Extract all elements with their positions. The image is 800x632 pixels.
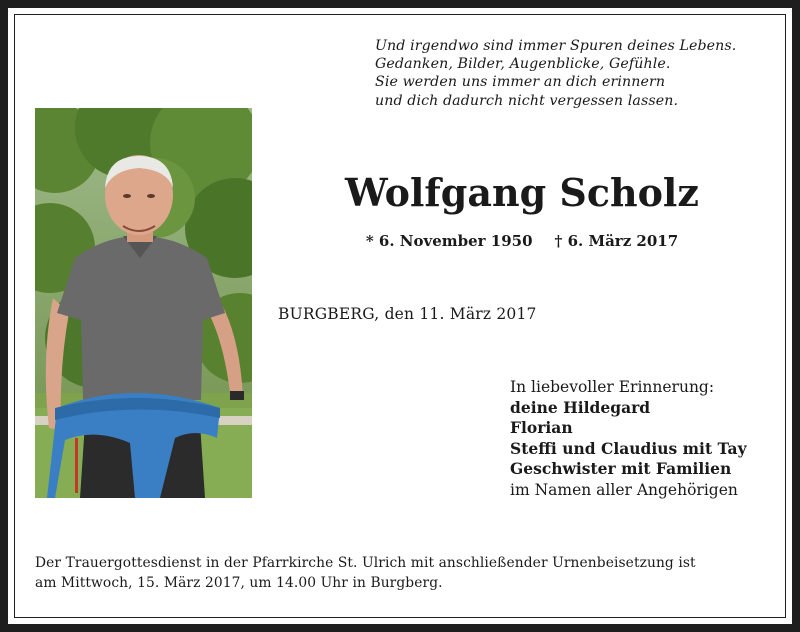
service-line: Der Trauergottesdienst in der Pfarrkirche St. Ulrich mit anschließender Urnenbeisetzung ist bbox=[35, 555, 696, 571]
poem-line: und dich dadurch nicht vergessen lassen. bbox=[375, 92, 679, 109]
life-dates bbox=[300, 232, 744, 250]
deceased-name: Wolfgang Scholz bbox=[345, 170, 699, 215]
mourner-name: Geschwister mit Familien bbox=[510, 459, 732, 478]
poem-line: Gedanken, Bilder, Augenblicke, Gefühle. bbox=[375, 56, 671, 73]
service-line: am Mittwoch, 15. März 2017, um 14.00 Uhr in Burgberg. bbox=[35, 575, 443, 591]
mourners-intro: In liebevoller Erinnerung: bbox=[510, 378, 715, 396]
mourners-closing: im Namen aller Angehörigen bbox=[510, 480, 738, 499]
mourner-name: deine Hildegard bbox=[510, 397, 651, 417]
funeral-service-info bbox=[35, 553, 775, 593]
birth-date: * 6. November 1950 bbox=[365, 232, 533, 250]
portrait-photo bbox=[35, 108, 252, 498]
poem-line: Und irgendwo sind immer Spuren deines Lebens. bbox=[375, 38, 737, 54]
death-date: † 6. März 2017 bbox=[554, 232, 679, 250]
mourners-block bbox=[510, 377, 747, 500]
place-and-date: BURGBERG, den 11. März 2017 bbox=[278, 305, 537, 323]
mourner-name: Steffi und Claudius mit Tay bbox=[510, 438, 747, 458]
mourner-name: Florian bbox=[510, 418, 573, 437]
memorial-poem bbox=[375, 37, 775, 110]
poem-line: Sie werden uns immer an dich erinnern bbox=[375, 74, 666, 91]
